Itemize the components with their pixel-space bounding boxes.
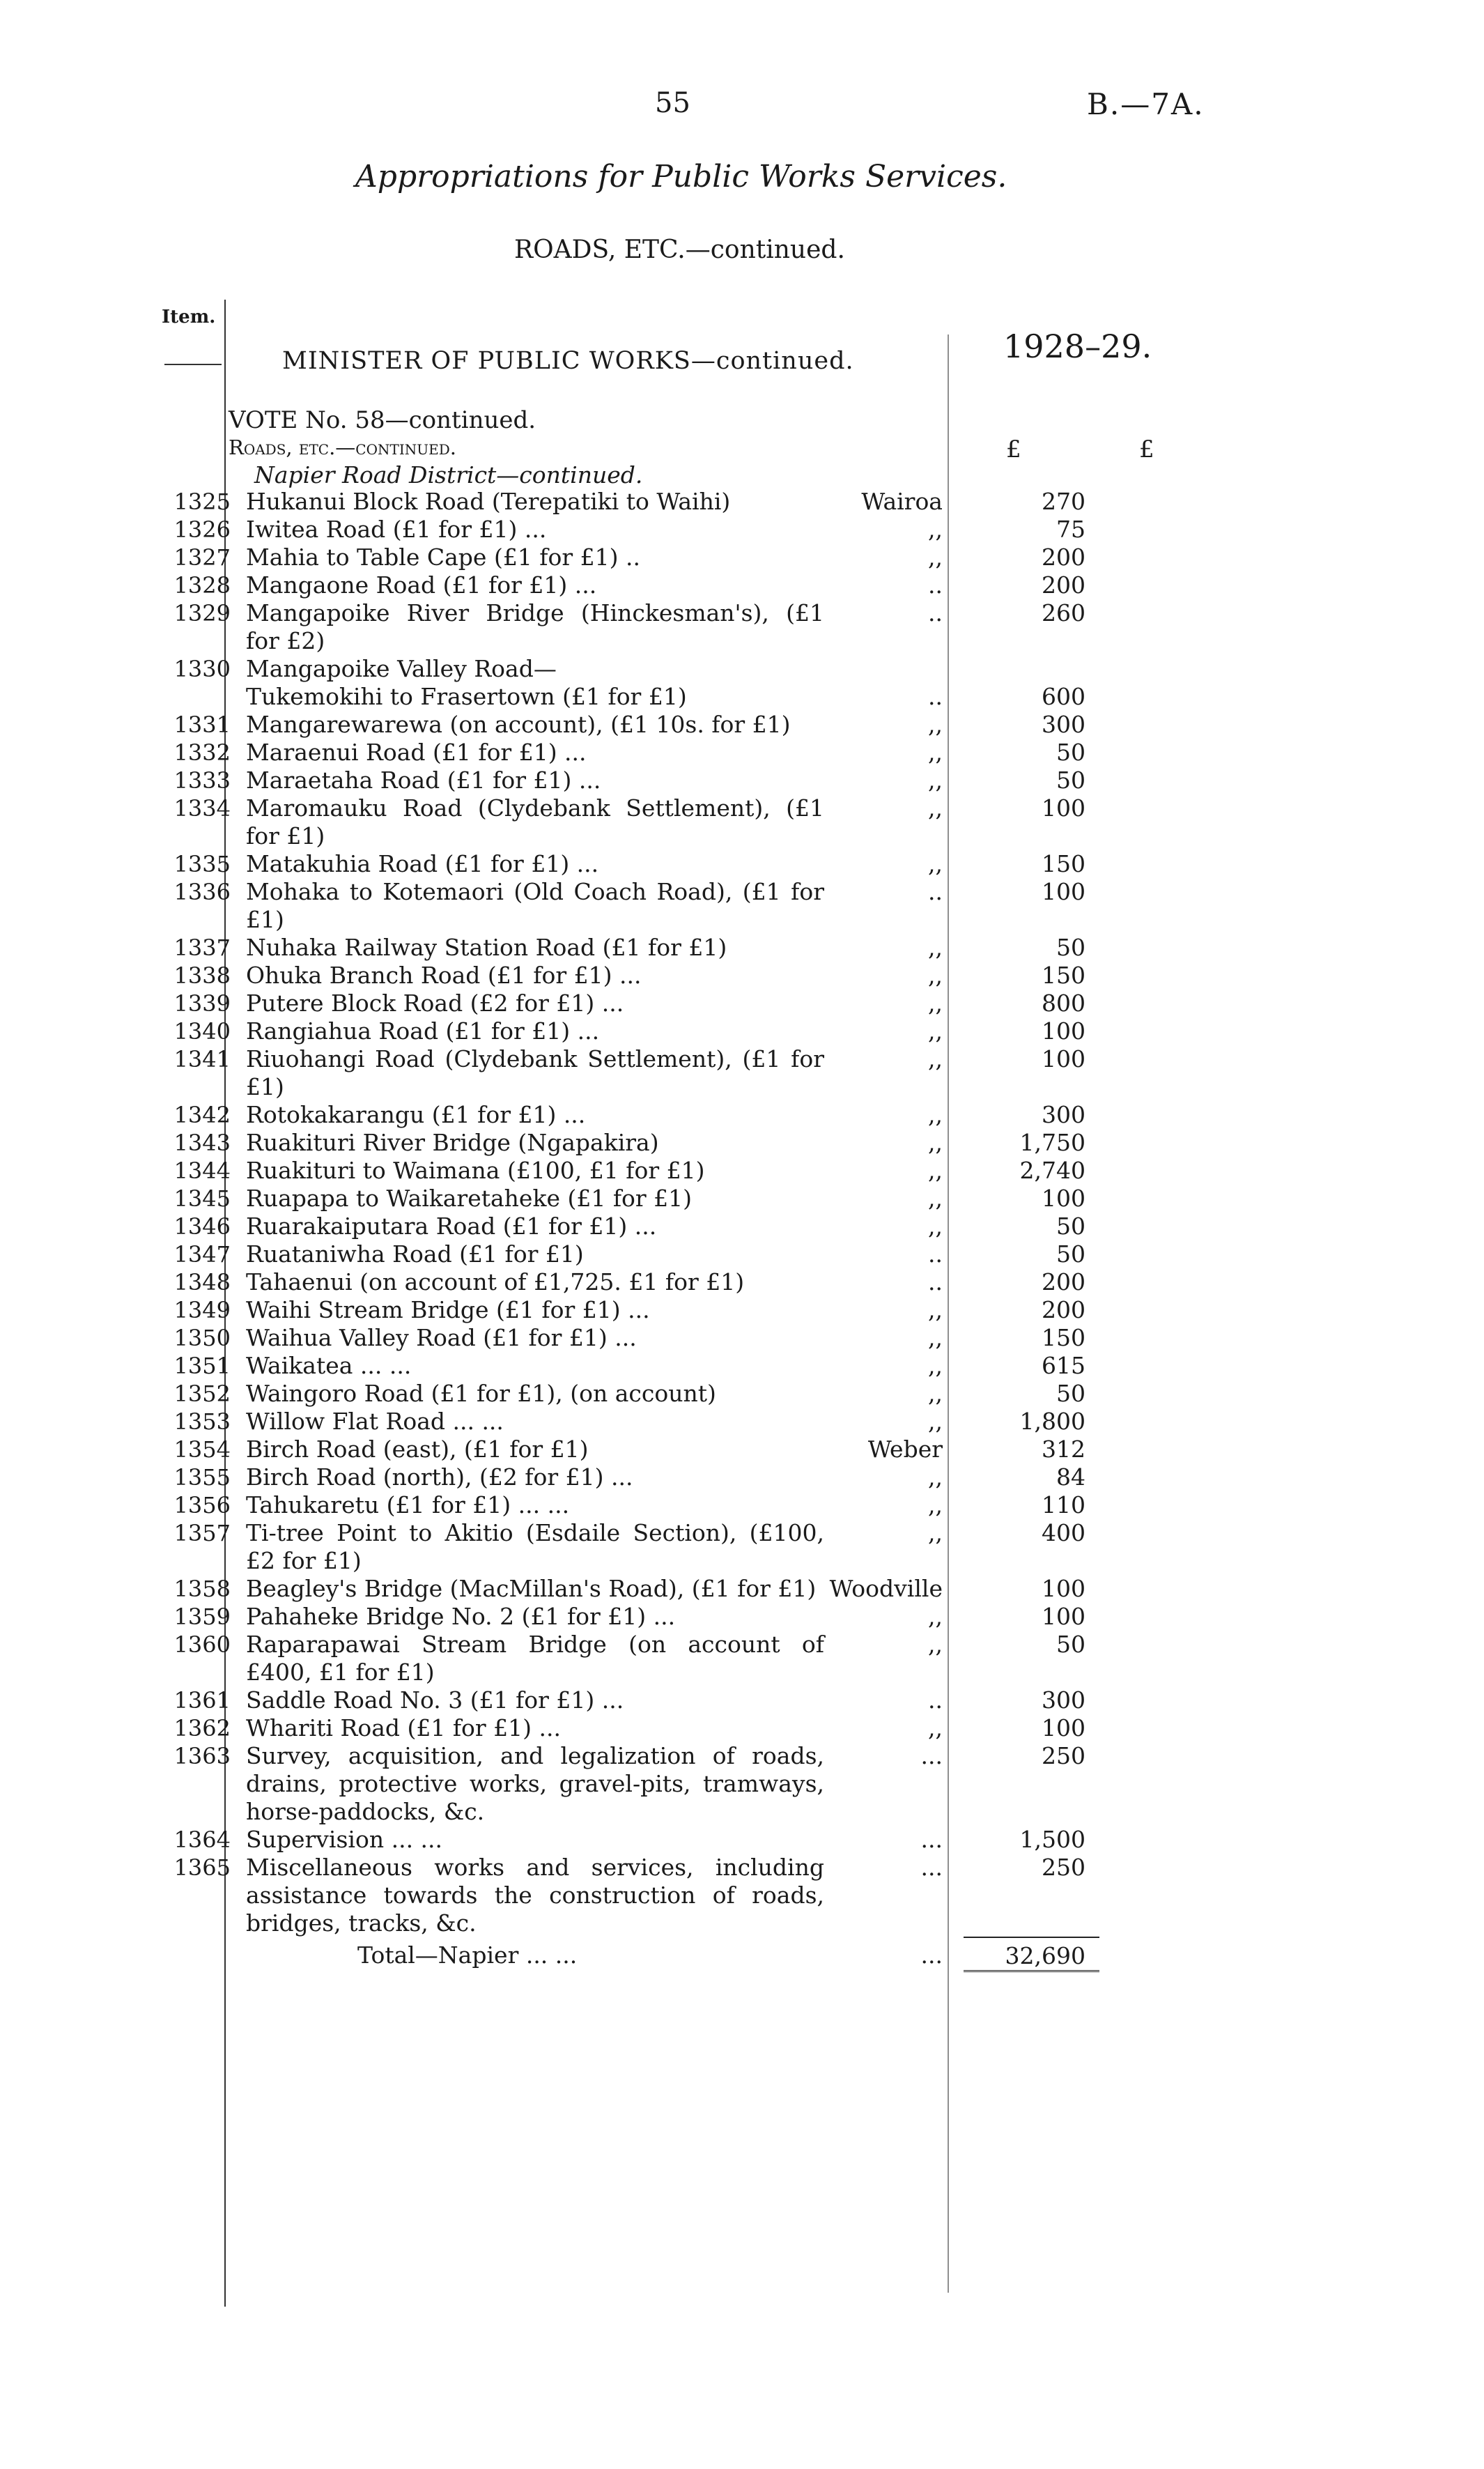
item-amount: 270 bbox=[1042, 488, 1085, 515]
item-district: ,, bbox=[928, 1352, 943, 1379]
table-row bbox=[157, 1213, 1099, 1240]
item-description: Rangiahua Road (£1 for £1) ... bbox=[246, 1017, 600, 1045]
table-row bbox=[157, 1631, 1099, 1686]
table-row bbox=[157, 1185, 1099, 1213]
item-description: Mangapoike Valley Road— bbox=[246, 655, 557, 682]
item-amount: 150 bbox=[1042, 1324, 1085, 1351]
item-amount: 50 bbox=[1056, 934, 1085, 961]
item-district: ,, bbox=[928, 1101, 943, 1128]
item-description: Waingoro Road (£1 for £1), (on account) bbox=[246, 1380, 716, 1407]
item-district: ,, bbox=[928, 1213, 943, 1240]
item-amount bbox=[964, 655, 1099, 683]
item-district: .. bbox=[928, 599, 943, 626]
table-row bbox=[157, 1854, 1099, 1937]
item-amount: 200 bbox=[1042, 544, 1085, 571]
table-row bbox=[157, 1380, 1099, 1408]
item-description: Mangarewarewa (on account), (£1 10s. for £1) bbox=[246, 711, 791, 738]
item-number: 1350 bbox=[173, 1325, 231, 1351]
item-district: .. bbox=[928, 571, 943, 599]
item-amount: 100 bbox=[1042, 878, 1085, 905]
item-amount: 2,740 bbox=[1019, 1157, 1085, 1184]
item-district: ... bbox=[920, 1742, 943, 1769]
item-district: ,, bbox=[928, 711, 943, 738]
item-amount: 300 bbox=[1042, 1686, 1085, 1714]
item-description: Ruarakaiputara Road (£1 for £1) ... bbox=[246, 1213, 657, 1240]
item-district: ,, bbox=[928, 1631, 943, 1658]
table-row bbox=[157, 1129, 1099, 1157]
table-row bbox=[157, 599, 1099, 655]
item-district: .. bbox=[928, 1686, 943, 1714]
table-row bbox=[157, 767, 1099, 794]
item-district: ,, bbox=[928, 1714, 943, 1741]
minister-heading: MINISTER OF PUBLIC WORKS—continued. bbox=[282, 347, 854, 375]
table-row bbox=[157, 544, 1099, 571]
table-row bbox=[157, 1463, 1099, 1491]
item-description: Whariti Road (£1 for £1) ... bbox=[246, 1714, 562, 1741]
table-row bbox=[157, 711, 1099, 739]
item-amount: 150 bbox=[1042, 850, 1085, 877]
item-district: ,, bbox=[928, 1045, 943, 1072]
item-column-header: Item. bbox=[162, 307, 216, 328]
table-row bbox=[157, 878, 1099, 934]
item-number: 1328 bbox=[173, 572, 231, 599]
item-amount: 260 bbox=[1042, 599, 1085, 626]
item-amount: 250 bbox=[1042, 1854, 1085, 1881]
item-description: Mangaone Road (£1 for £1) ... bbox=[246, 571, 597, 599]
item-district: ,, bbox=[928, 1185, 943, 1212]
item-description: Mangapoike River Bridge (Hinckesman's), (£1 for £2) bbox=[246, 599, 824, 654]
table-row bbox=[157, 1157, 1099, 1185]
item-amount: 50 bbox=[1056, 767, 1085, 794]
item-district bbox=[824, 655, 964, 683]
item-amount: 150 bbox=[1042, 962, 1085, 989]
item-description: Birch Road (north), (£2 for £1) ... bbox=[246, 1463, 633, 1491]
item-amount: 312 bbox=[1042, 1436, 1085, 1463]
item-amount: 250 bbox=[1042, 1742, 1085, 1769]
document-reference: B.—7A. bbox=[1087, 87, 1205, 121]
table-row bbox=[157, 655, 1099, 683]
item-description: Tahaenui (on account of £1,725. £1 for £1) bbox=[246, 1268, 745, 1295]
item-district: .. bbox=[928, 683, 943, 710]
item-amount: 615 bbox=[1042, 1352, 1085, 1379]
item-description: Beagley's Bridge (MacMillan's Road), (£1 for £1) bbox=[246, 1575, 817, 1602]
table-row bbox=[157, 739, 1099, 767]
item-district: ,, bbox=[928, 1380, 943, 1407]
item-description: Birch Road (east), (£1 for £1) bbox=[246, 1436, 589, 1463]
item-amount: 100 bbox=[1042, 1714, 1085, 1741]
item-amount: 200 bbox=[1042, 571, 1085, 599]
item-description: Ohuka Branch Road (£1 for £1) ... bbox=[246, 962, 642, 989]
item-district: ,, bbox=[928, 1324, 943, 1351]
table-row bbox=[157, 1408, 1099, 1436]
item-amount: 1,800 bbox=[1019, 1408, 1085, 1435]
item-amount: 75 bbox=[1056, 516, 1085, 543]
total-spacer bbox=[157, 1937, 246, 1971]
item-description: Maromauku Road (Clydebank Settlement), (£1 for £1) bbox=[246, 794, 824, 849]
total-district: ... bbox=[920, 1941, 943, 1969]
table-row bbox=[157, 1324, 1099, 1352]
roads-subheading: Roads, etc.—continued. bbox=[229, 436, 456, 459]
table-row bbox=[157, 1826, 1099, 1854]
vote-heading: VOTE No. 58—continued. bbox=[229, 406, 536, 434]
table-row bbox=[157, 571, 1099, 599]
item-district: ,, bbox=[928, 1491, 943, 1518]
page-number: 55 bbox=[655, 87, 690, 119]
item-number: 1356 bbox=[173, 1492, 231, 1518]
item-amount: 50 bbox=[1056, 1240, 1085, 1268]
item-number: 1354 bbox=[173, 1436, 231, 1463]
table-row bbox=[157, 1268, 1099, 1296]
item-description: Iwitea Road (£1 for £1) ... bbox=[246, 516, 547, 543]
table-row bbox=[157, 990, 1099, 1017]
item-district: ,, bbox=[928, 739, 943, 766]
table-row bbox=[157, 516, 1099, 544]
item-amount: 110 bbox=[1042, 1491, 1085, 1518]
item-number: 1331 bbox=[173, 712, 231, 738]
item-number: 1347 bbox=[173, 1241, 231, 1268]
item-amount: 600 bbox=[1042, 683, 1085, 710]
item-number: 1333 bbox=[173, 767, 231, 794]
item-district: ,, bbox=[928, 794, 943, 822]
item-number bbox=[157, 683, 246, 711]
item-amount: 50 bbox=[1056, 1380, 1085, 1407]
item-number: 1326 bbox=[173, 516, 231, 543]
item-number: 1327 bbox=[173, 544, 231, 571]
item-description: Waikatea ... ... bbox=[246, 1352, 412, 1379]
item-district: ,, bbox=[928, 1129, 943, 1156]
item-number: 1329 bbox=[173, 600, 231, 626]
item-number: 1345 bbox=[173, 1185, 231, 1212]
item-description: Ruakituri to Waimana (£100, £1 for £1) bbox=[246, 1157, 705, 1184]
item-number: 1355 bbox=[173, 1464, 231, 1491]
item-district: Woodville bbox=[829, 1575, 943, 1602]
item-number: 1342 bbox=[173, 1102, 231, 1128]
item-number: 1334 bbox=[173, 795, 231, 822]
item-district: ,, bbox=[928, 544, 943, 571]
item-number: 1349 bbox=[173, 1297, 231, 1323]
table-row bbox=[157, 1240, 1099, 1268]
item-district: .. bbox=[928, 878, 943, 905]
item-description: Miscellaneous works and services, including assistance towards the construction of roads, bridges, tracks, &c. bbox=[246, 1854, 824, 1937]
item-amount: 100 bbox=[1042, 794, 1085, 822]
table-row bbox=[157, 1296, 1099, 1324]
item-number: 1361 bbox=[173, 1687, 231, 1714]
page-title: Appropriations for Public Works Services. bbox=[355, 159, 1007, 194]
table-row bbox=[157, 1101, 1099, 1129]
total-row bbox=[157, 1937, 1099, 1971]
section-heading: ROADS, ETC.—continued. bbox=[514, 236, 845, 264]
table-row bbox=[157, 1491, 1099, 1519]
table-row bbox=[157, 1575, 1099, 1603]
item-amount: 100 bbox=[1042, 1017, 1085, 1045]
item-description: Ruataniwha Road (£1 for £1) bbox=[246, 1240, 584, 1268]
pound-total-column-header: £ bbox=[1139, 436, 1154, 463]
item-amount: 300 bbox=[1042, 1101, 1085, 1128]
item-description: Maraetaha Road (£1 for £1) ... bbox=[246, 767, 601, 794]
item-number: 1352 bbox=[173, 1380, 231, 1407]
appropriations-table bbox=[157, 488, 1099, 1972]
item-district: ... bbox=[920, 1854, 943, 1881]
item-district: .. bbox=[928, 1268, 943, 1295]
item-district: ,, bbox=[928, 990, 943, 1017]
item-district: ... bbox=[920, 1826, 943, 1853]
item-amount: 50 bbox=[1056, 1213, 1085, 1240]
item-amount: 300 bbox=[1042, 711, 1085, 738]
item-number: 1336 bbox=[173, 879, 231, 905]
item-description: Maraenui Road (£1 for £1) ... bbox=[246, 739, 587, 766]
item-number: 1344 bbox=[173, 1157, 231, 1184]
table-row bbox=[157, 1714, 1099, 1742]
item-district: ,, bbox=[928, 1408, 943, 1435]
table-row bbox=[157, 1436, 1099, 1463]
item-district: ,, bbox=[928, 1157, 943, 1184]
item-number: 1364 bbox=[173, 1826, 231, 1853]
item-description: Rotokakarangu (£1 for £1) ... bbox=[246, 1101, 586, 1128]
item-amount: 1,500 bbox=[1019, 1826, 1085, 1853]
item-amount: 100 bbox=[1042, 1575, 1085, 1602]
item-amount: 200 bbox=[1042, 1268, 1085, 1295]
item-number: 1360 bbox=[173, 1631, 231, 1658]
item-description: Willow Flat Road ... ... bbox=[246, 1408, 504, 1435]
item-number: 1339 bbox=[173, 990, 231, 1017]
item-amount: 50 bbox=[1056, 1631, 1085, 1658]
item-district: ,, bbox=[928, 934, 943, 961]
item-number: 1353 bbox=[173, 1408, 231, 1435]
total-amount: 32,690 bbox=[964, 1937, 1099, 1971]
item-description: Putere Block Road (£2 for £1) ... bbox=[246, 990, 624, 1017]
table-row bbox=[157, 1017, 1099, 1045]
total-label: Total—Napier ... ... bbox=[357, 1941, 578, 1969]
item-amount: 50 bbox=[1056, 739, 1085, 766]
item-number: 1348 bbox=[173, 1269, 231, 1295]
table-row bbox=[157, 962, 1099, 990]
item-number: 1351 bbox=[173, 1353, 231, 1379]
item-number: 1338 bbox=[173, 962, 231, 989]
item-amount: 84 bbox=[1056, 1463, 1085, 1491]
table-row bbox=[157, 1045, 1099, 1101]
item-amount: 100 bbox=[1042, 1603, 1085, 1630]
item-amount: 200 bbox=[1042, 1296, 1085, 1323]
item-description: Tahukaretu (£1 for £1) ... ... bbox=[246, 1491, 570, 1518]
item-district: ,, bbox=[928, 1603, 943, 1630]
item-description: Mahia to Table Cape (£1 for £1) .. bbox=[246, 544, 640, 571]
table-row bbox=[157, 794, 1099, 850]
item-description: Hukanui Block Road (Terepatiki to Waihi) bbox=[246, 488, 731, 515]
item-district: ,, bbox=[928, 1296, 943, 1323]
item-header-rule bbox=[164, 364, 222, 365]
item-number: 1365 bbox=[173, 1854, 231, 1881]
year-heading: 1928–29. bbox=[1003, 328, 1152, 365]
item-number: 1325 bbox=[173, 489, 231, 515]
item-number: 1340 bbox=[173, 1018, 231, 1045]
item-description: Mohaka to Kotemaori (Old Coach Road), (£1 for £1) bbox=[246, 878, 824, 933]
item-description: Riuohangi Road (Clydebank Settlement), (£1 for £1) bbox=[246, 1045, 824, 1100]
item-district: ,, bbox=[928, 1463, 943, 1491]
item-district: ,, bbox=[928, 516, 943, 543]
table-row bbox=[157, 1352, 1099, 1380]
item-description: Survey, acquisition, and legalization of roads, drains, protective works, gravel-pits, tramways, horse-paddocks, &c. bbox=[246, 1742, 824, 1825]
item-number: 1346 bbox=[173, 1213, 231, 1240]
table-row bbox=[157, 683, 1099, 711]
item-description: Pahaheke Bridge No. 2 (£1 for £1) ... bbox=[246, 1603, 676, 1630]
item-number: 1357 bbox=[173, 1520, 231, 1546]
item-district: Wairoa bbox=[861, 488, 943, 515]
table-row bbox=[157, 1603, 1099, 1631]
table-row bbox=[157, 850, 1099, 878]
table-row bbox=[157, 1519, 1099, 1575]
item-number: 1341 bbox=[173, 1046, 231, 1072]
item-amount: 800 bbox=[1042, 990, 1085, 1017]
table-row bbox=[157, 488, 1099, 516]
item-district: ,, bbox=[928, 962, 943, 989]
table-row bbox=[157, 1686, 1099, 1714]
item-amount: 100 bbox=[1042, 1185, 1085, 1212]
item-district: ,, bbox=[928, 1519, 943, 1546]
item-description: Tukemokihi to Frasertown (£1 for £1) bbox=[246, 683, 687, 710]
item-description: Nuhaka Railway Station Road (£1 for £1) bbox=[246, 934, 727, 961]
item-number: 1343 bbox=[173, 1130, 231, 1156]
item-amount: 400 bbox=[1042, 1519, 1085, 1546]
pound-column-header: £ bbox=[1006, 436, 1021, 463]
item-description: Supervision ... ... bbox=[246, 1826, 443, 1853]
item-description: Waihi Stream Bridge (£1 for £1) ... bbox=[246, 1296, 650, 1323]
district-subheading: Napier Road District—continued. bbox=[254, 461, 643, 489]
item-description: Raparapawai Stream Bridge (on account of £400, £1 for £1) bbox=[246, 1631, 824, 1686]
item-number: 1362 bbox=[173, 1715, 231, 1741]
item-number: 1359 bbox=[173, 1603, 231, 1630]
item-number: 1358 bbox=[173, 1576, 231, 1602]
item-amount: 100 bbox=[1042, 1045, 1085, 1072]
item-district: ,, bbox=[928, 1017, 943, 1045]
item-description: Ruapapa to Waikaretaheke (£1 for £1) bbox=[246, 1185, 693, 1212]
item-number: 1337 bbox=[173, 934, 231, 961]
table-row bbox=[157, 1742, 1099, 1826]
item-number: 1335 bbox=[173, 851, 231, 877]
item-amount: 1,750 bbox=[1019, 1129, 1085, 1156]
item-description: Saddle Road No. 3 (£1 for £1) ... bbox=[246, 1686, 624, 1714]
item-description: Matakuhia Road (£1 for £1) ... bbox=[246, 850, 599, 877]
item-number: 1332 bbox=[173, 739, 231, 766]
item-number: 1330 bbox=[173, 656, 231, 682]
item-district: ,, bbox=[928, 850, 943, 877]
item-description: Ti-tree Point to Akitio (Esdaile Section), (£100, £2 for £1) bbox=[246, 1519, 824, 1574]
item-district: .. bbox=[928, 1240, 943, 1268]
item-district: ,, bbox=[928, 767, 943, 794]
item-description: Ruakituri River Bridge (Ngapakira) bbox=[246, 1129, 659, 1156]
item-number: 1363 bbox=[173, 1743, 231, 1769]
table-row bbox=[157, 934, 1099, 962]
item-district: Weber bbox=[867, 1436, 943, 1463]
item-description: Waihua Valley Road (£1 for £1) ... bbox=[246, 1324, 637, 1351]
